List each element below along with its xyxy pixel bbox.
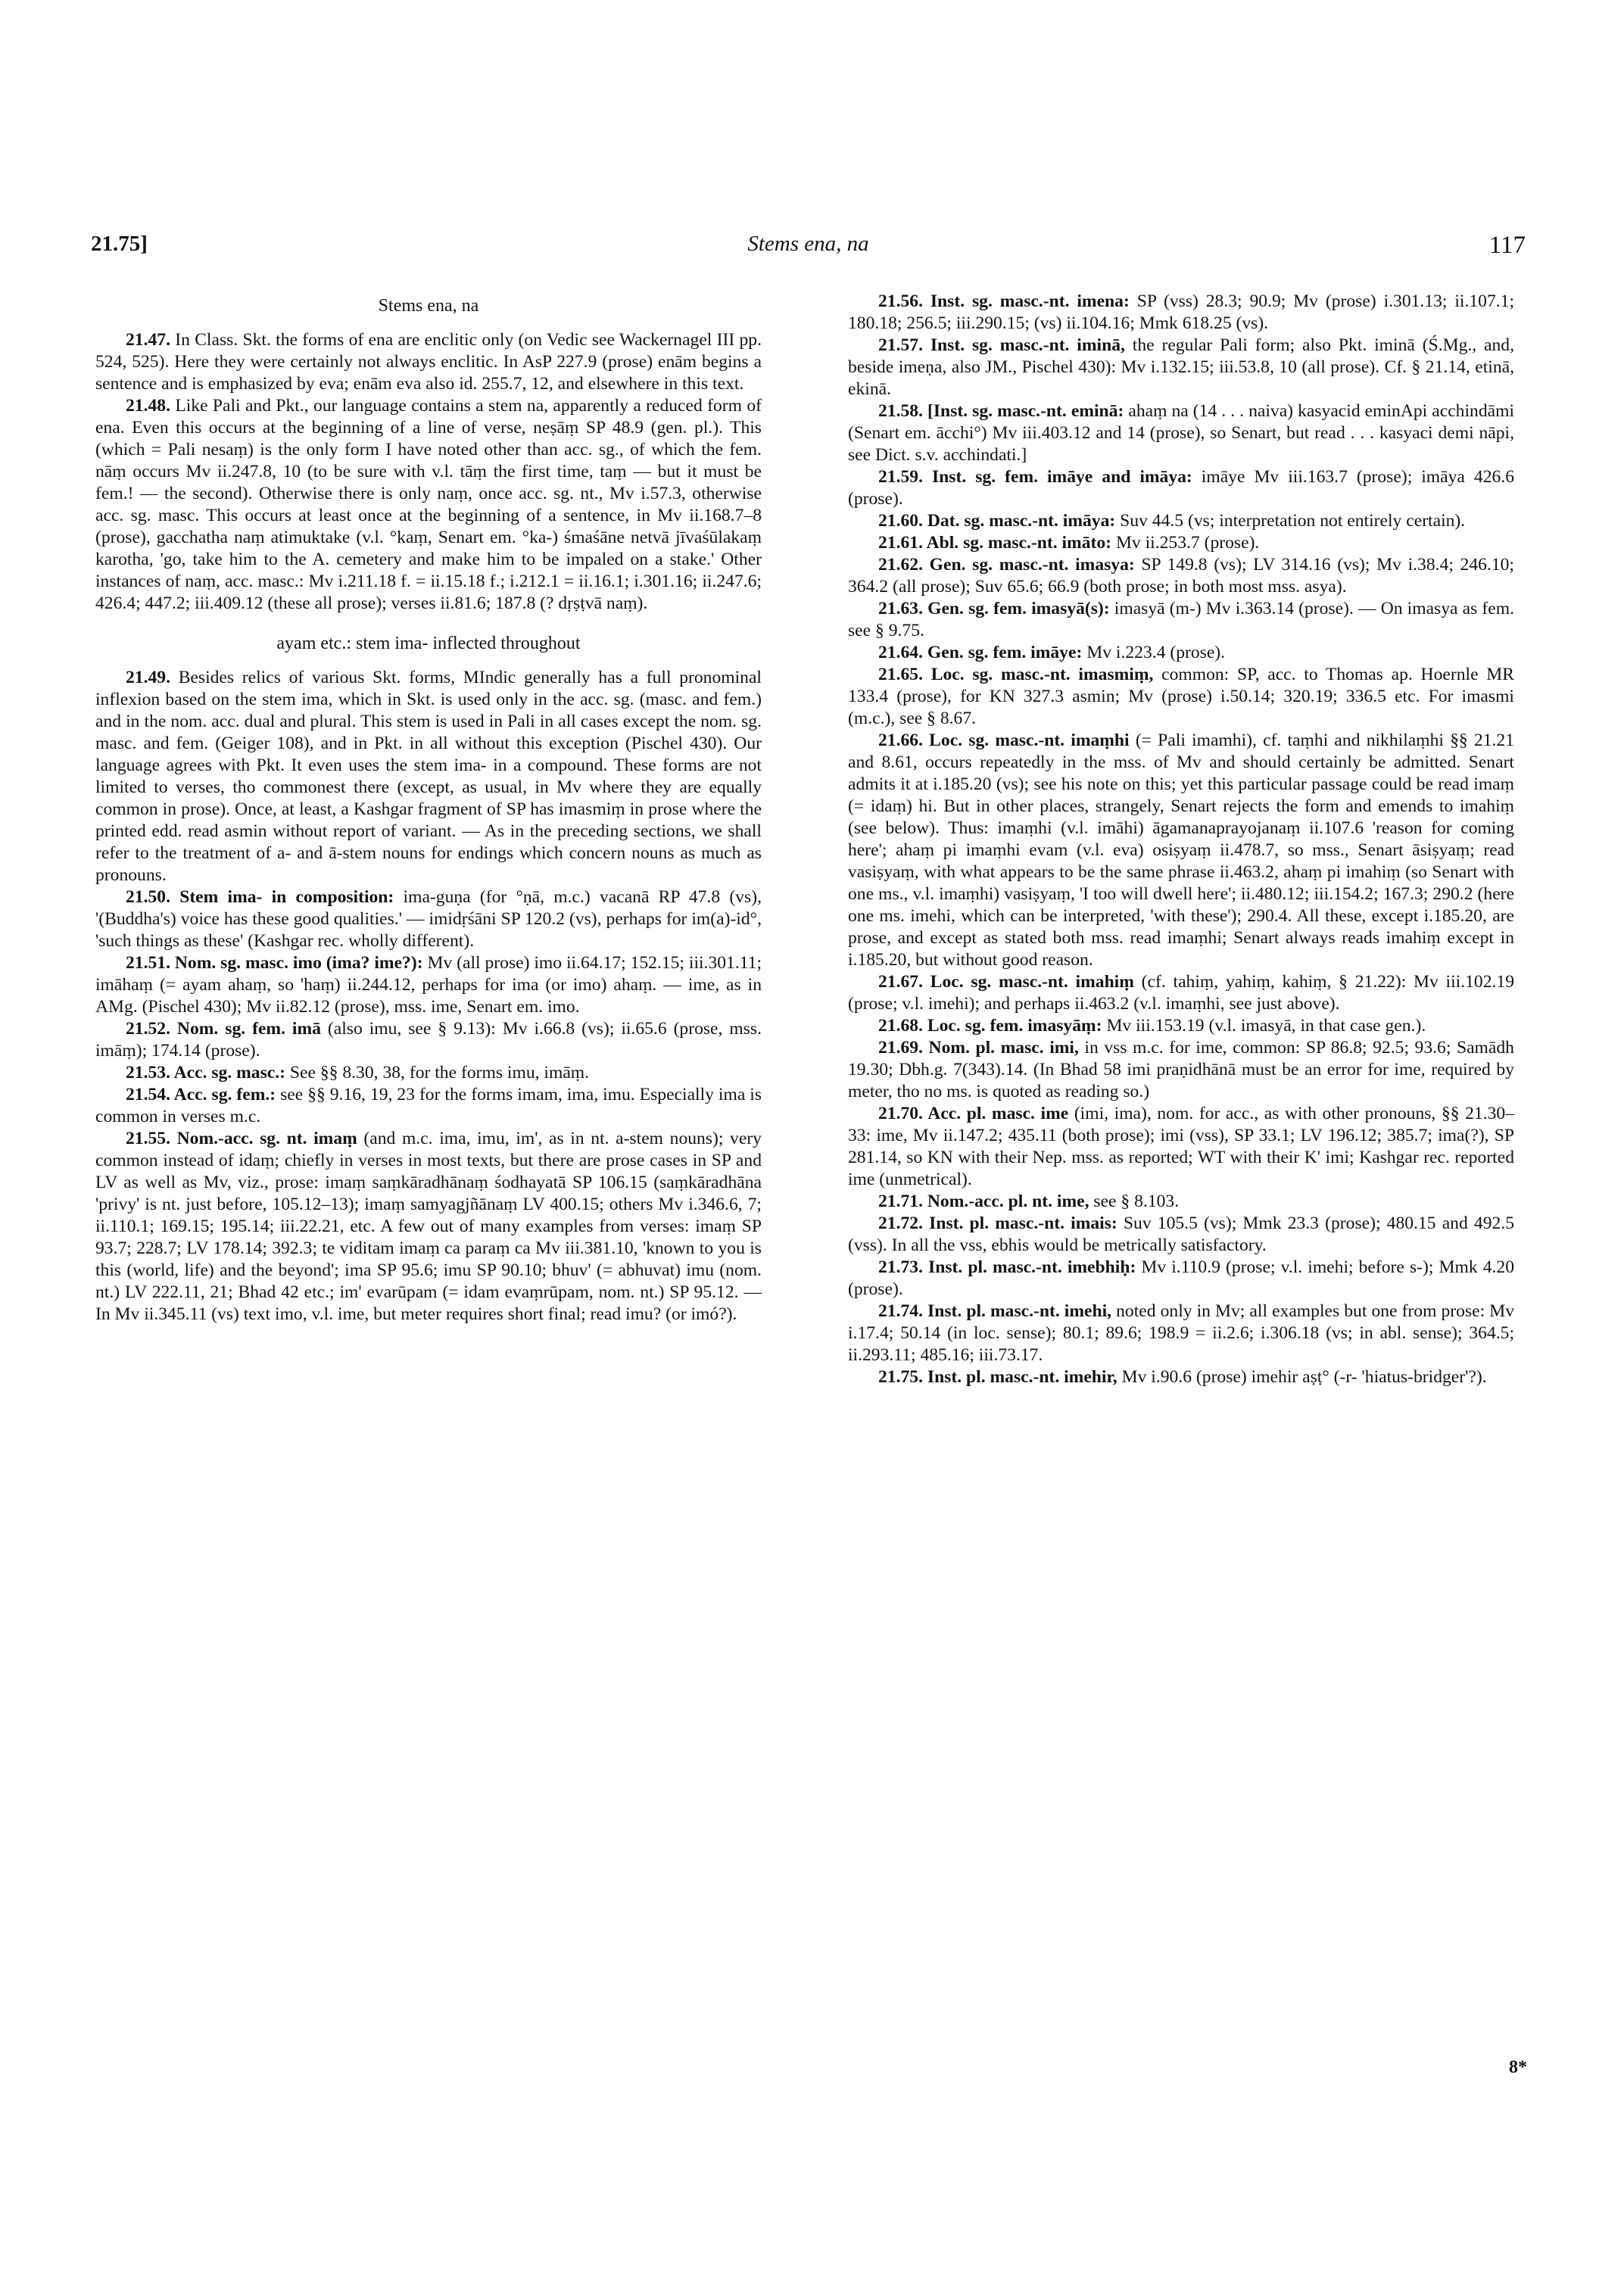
paragraph-number: 21.47. [126,330,170,350]
paragraph-number: 21.58. [Inst. sg. masc.-nt. eminā: [878,401,1124,421]
paragraph-text: Mv (all prose) imo ii.64.17; 152.15; iii.301.11; imāhaṃ (= ayam ahaṃ, so 'haṃ) ii.244.12, perhaps for ima (or imo) ahaṃ. — ime, as in AMg. (Pischel 430); Mv ii.82.12 (prose), mss. ime, Senart em. imo. [95,953,762,1017]
paragraph [95,1084,762,1128]
paragraph-number: 21.72. Inst. pl. masc.-nt. imais: [878,1213,1117,1233]
paragraph-text: Besides relics of various Skt. forms, MIndic generally has a full pronominal inflexion based on the stem ima, which in Skt. is used only in the acc. sg. (masc. and fem.) and in the nom. acc. dual and plural. This stem is used in Pali in all cases except the nom. sg. masc. and fem. (Geiger 108), and in Pkt. in all without this exception (Pischel 430). Our language agrees with Pkt. It even uses the stem ima- in a compound. These forms are not limited to verses, tho commonest there (except, as usual, in Mv where they are equally common in prose). Once, at least, a Kashgar fragment of SP has imasmiṃ in prose where the printed edd. read asmin without report of variant. — As in the preceding sections, we shall refer to the treatment of a- and ā-stem nouns for endings which concern nouns as much as pronouns. [95,668,762,885]
paragraph [95,667,762,886]
paragraph [848,1213,1514,1257]
paragraph [848,598,1514,642]
paragraph-text: Suv 44.5 (vs; interpretation not entirely certain). [1120,511,1466,531]
paragraph-number: 21.67. Loc. sg. masc.-nt. imahiṃ [878,972,1134,992]
paragraph-number: 21.54. Acc. sg. fem.: [126,1085,276,1104]
paragraph-number: 21.53. Acc. sg. masc.: [126,1063,285,1083]
page-number: 117 [1488,232,1526,259]
left-column [95,291,762,1326]
paragraph [848,1191,1514,1213]
paragraph-text: imasyā (m-) Mv i.363.14 (prose). — On imasya as fem. see § 9.75. [848,599,1514,640]
paragraph-number: 21.66. Loc. sg. masc.-nt. imaṃhi [878,731,1130,750]
paragraph [848,1037,1514,1103]
paragraph [848,466,1514,510]
paragraph-number: 21.57. Inst. sg. masc.-nt. iminā, [878,335,1125,355]
paragraph-number: 21.60. Dat. sg. masc.-nt. imāya: [878,511,1116,531]
paragraph-number: 21.51. Nom. sg. masc. imo (ima? ime?): [126,953,423,973]
paragraph-text: In Class. Skt. the forms of ena are enclitic only (on Vedic see Wackernagel III pp. 524, 525). Here they were certainly not always enclitic. In AsP 227.9 (prose) enām begins a sentence and is emphasized by eva; enām eva also id. 255.7, 12, and elsewhere in this text. [95,330,762,394]
paragraph-text: (imi, ima), nom. for acc., as with other pronouns, §§ 21.30–33: ime, Mv ii.147.2; 435.11 (both prose); imi (vss), SP 33.1; LV 196.12; 385.7; ima(?), SP 281.14, so KN with their Nep. mss. as reported; WT with their K' imi; Kashgar rec. reported ime (unmetrical). [848,1104,1514,1189]
signature-mark: 8* [1509,2058,1527,2077]
paragraph-number: 21.70. Acc. pl. masc. ime [878,1104,1069,1123]
paragraph [848,642,1514,664]
paragraph-number: 21.65. Loc. sg. masc.-nt. imasmiṃ, [878,665,1154,684]
paragraph-text: SP (vss) 28.3; 90.9; Mv (prose) i.301.13; ii.107.1; 180.18; 256.5; iii.290.15; (vs) ii.104.16; Mmk 618.25 (vs). [848,291,1514,333]
paragraph-text: common: SP, acc. to Thomas ap. Hoernle MR 133.4 (prose), for KN 327.3 asmin; Mv (prose) i.50.14; 320.19; 336.5 etc. For imasmi (m.c.), see § 8.67. [848,665,1514,728]
paragraph [95,329,762,395]
paragraph [848,400,1514,466]
paragraph-text: ahaṃ na (14 . . . naiva) kasyacid eminApi acchindāmi (Senart em. ācchi°) Mv iii.403.12 and 14 (prose), so Senart, but read . . . kasyaci demi nāpi, see Dict. s.v. acchindati.] [848,401,1514,465]
paragraph-number: 21.56. Inst. sg. masc.-nt. imena: [878,291,1130,311]
paragraph-text: ima-guṇa (for °ṇā, m.c.) vacanā RP 47.8 (vs), '(Buddha's) voice has these good qualities.' — imidṛśāni SP 120.2 (vs), perhaps for im(a)-id°, 'such things as these' (Kashgar rec. wholly different). [95,887,762,951]
paragraph-number: 21.62. Gen. sg. masc.-nt. imasya: [878,555,1135,575]
paragraph [848,1103,1514,1191]
paragraph [848,664,1514,730]
paragraph [848,1366,1514,1388]
page-title: Stems ena, na [747,232,869,256]
paragraph [848,730,1514,971]
paragraph [848,1015,1514,1037]
paragraph [848,532,1514,554]
paragraph-text: Mv iii.153.19 (v.l. imasyā, in that case gen.). [1106,1016,1426,1036]
paragraph [95,395,762,615]
paragraph-number: 21.75. Inst. pl. masc.-nt. imehir, [878,1367,1117,1387]
paragraph-number: 21.63. Gen. sg. fem. imasyā(s): [878,599,1110,618]
paragraph [95,1018,762,1062]
paragraph [848,335,1514,400]
paragraph [848,510,1514,532]
section-heading: Stems ena, na [378,296,479,316]
paragraph [848,291,1514,335]
paragraph [95,886,762,952]
paragraph [848,554,1514,598]
paragraph-number: 21.49. [126,668,170,687]
right-column [848,291,1514,1388]
paragraph-text: (and m.c. ima, imu, im', as in nt. a-stem nouns); very common instead of idaṃ; chiefly in verses in most texts, but there are prose cases in SP and LV as well as Mv, viz., prose: imaṃ saṃkāradhānaṃ śodhayatā SP 106.15 (saṃkāradhāna 'privy' is nt. just before, 105.12–13); imaṃ samyagjñānaṃ LV 400.15; others Mv i.346.6, 7; ii.110.1; 169.15; 195.14; iii.22.21, etc. A few out of many examples from verses: imaṃ SP 93.7; 228.7; LV 178.14; 392.3; te viditam imaṃ ca paraṃ ca Mv iii.381.10, 'known to you is this (world, life) and the beyond'; ima SP 95.6; imu SP 90.10; bhuv' (= abhuvat) imu (nom. nt.) LV 222.11, 21; Bhad 42 etc.; im' evarūpam (= idam evaṃrūpam, nom. nt.) SP 95.12. — In Mv ii.345.11 (vs) text imo, v.l. ime, but meter requires short final; read imu? (or imó?). [95,1129,762,1324]
paragraph [95,1128,762,1326]
paragraph-number: 21.55. Nom.-acc. sg. nt. imaṃ [126,1129,357,1148]
paragraph-text: See §§ 8.30, 38, for the forms imu, imāṃ. [289,1063,590,1083]
paragraph-number: 21.68. Loc. sg. fem. imasyāṃ: [878,1016,1102,1036]
paragraph-text: see §§ 9.16, 19, 23 for the forms imam, ima, imu. Especially ima is common in verses m.c. [95,1085,762,1126]
paragraph [95,1062,762,1084]
paragraph-text: see § 8.103. [1093,1192,1180,1211]
paragraph-text: SP 149.8 (vs); LV 314.16 (vs); Mv i.38.4; 246.10; 364.2 (all prose); Suv 65.6; 66.9 (both prose; in both most mss. asya). [848,555,1514,597]
paragraph-number: 21.59. Inst. sg. fem. imāye and imāya: [878,467,1192,487]
paragraph-text: imāye Mv iii.163.7 (prose); imāya 426.6 (prose). [848,467,1514,509]
paragraph-text: (also imu, see § 9.13): Mv i.66.8 (vs); ii.65.6 (prose, mss. imāṃ); 174.14 (prose). [95,1019,762,1061]
paragraph [848,971,1514,1015]
paragraph-number: 21.73. Inst. pl. masc.-nt. imebhiḥ: [878,1257,1136,1277]
paragraph-number: 21.74. Inst. pl. masc.-nt. imehi, [878,1301,1112,1321]
section-reference: 21.75] [91,232,148,256]
paragraph-number: 21.71. Nom.-acc. pl. nt. ime, [878,1192,1089,1211]
paragraph-number: 21.52. Nom. sg. fem. imā [126,1019,321,1039]
running-head [91,232,1526,269]
paragraph-number: 21.69. Nom. pl. masc. imi, [878,1038,1079,1058]
paragraph-number: 21.48. [126,396,170,416]
paragraph-text: (= Pali imamhi), cf. taṃhi and nikhilaṃhi §§ 21.21 and 8.61, occurs repeatedly in the mss. of Mv and should certainly be admitted. Senart admits it at i.185.20 (vs); see his note on this; yet this particular passage could be read imaṃ (= idaṃ) hi. But in other places, strangely, Senart rejects the form and emends to imahiṃ (see below). Thus: imaṃhi (v.l. imāhi) āgamanaprayojanaṃ ii.107.6 'reason for coming here'; ahaṃ pi imaṃhi evam (v.l. eva) osiṣyaṃ ii.478.7, so mss., Senart āsiṣyaṃ; read vasiṣyaṃ, with what appears to be the same phrase ii.463.2, ahaṃ pi imahiṃ (so Senart with one ms., v.l. imaṃhi) vasiṣyaṃ, 'I too will dwell here'; ii.480.12; iii.154.2; 167.3; 290.2 (here one ms. imehi, which can be interpreted, 'with these'); 290.4. All these, except i.185.20, are prose, and except as stated both mss. read imaṃhi; Senart always reads imahiṃ except in i.185.20, but without good reason. [848,731,1514,970]
paragraph [848,1301,1514,1366]
paragraph-number: 21.50. Stem ima- in composition: [126,887,394,907]
paragraph-text: Mv i.223.4 (prose). [1086,643,1226,662]
section-heading: ayam etc.: stem ima- inflected throughout [276,634,581,653]
paragraph-text: Suv 105.5 (vs); Mmk 23.3 (prose); 480.15 and 492.5 (vss). In all the vss, ebhis would be metrically satisfactory. [848,1213,1514,1255]
paragraph-text: the regular Pali form; also Pkt. iminā (Ś.Mg., and, beside imeṇa, also JM., Pischel 430): Mv i.132.15; iii.53.8, 10 (all prose). Cf. § 21.14, etinā, ekinā. [848,335,1515,399]
paragraph-text: noted only in Mv; all examples but one from prose: Mv i.17.4; 50.14 (in loc. sense); 80.1; 89.6; 198.9 = ii.2.6; i.306.18 (vs; in abl. sense); 364.5; ii.293.11; 485.16; iii.73.17. [848,1301,1514,1365]
paragraph-text: Like Pali and Pkt., our language contains a stem na, apparently a reduced form of ena. Even this occurs at the beginning of a line of verse, neṣāṃ SP 48.9 (gen. pl.). This (which = Pali nesaṃ) is the only form I have noted other than acc. sg., of which the fem. nāṃ occurs Mv ii.247.8, 10 (to be sure with v.l. tāṃ the first time, taṃ — but it must be fem.! — the second). Otherwise there is only naṃ, once acc. sg. nt., Mv i.57.3, otherwise acc. sg. masc. This occurs at least once at the beginning of a sentence, in Mv ii.168.7–8 (prose), gacchatha naṃ atimuktake (v.l. °kaṃ, Senart em. °ka-) śmaśāne netvā jīvaśūlakaṃ karotha, 'go, take him to the A. cemetery and make him to be impaled on a stake.' Other instances of naṃ, acc. masc.: Mv i.211.18 f. = ii.15.18 f.; i.212.1 = ii.16.1; i.301.16; ii.247.6; 426.4; 447.2; iii.409.12 (these all prose); verses ii.81.6; 187.8 (? dṛṣṭvā naṃ). [95,396,762,613]
paragraph-text: Mv i.110.9 (prose; v.l. imehi; before s-); Mmk 4.20 (prose). [848,1257,1514,1299]
paragraph-text: (cf. tahiṃ, yahiṃ, kahiṃ, § 21.22): Mv iii.102.19 (prose; v.l. imehi); and perhaps ii.463.2 (v.l. imaṃhi, see just above). [848,972,1514,1014]
paragraph [95,952,762,1018]
paragraph-number: 21.64. Gen. sg. fem. imāye: [878,643,1083,662]
paragraph [848,1257,1514,1301]
paragraph-text: Mv i.90.6 (prose) imehir aṣṭ° (-r- 'hiatus-bridger'?). [1121,1367,1487,1387]
paragraph-text: Mv ii.253.7 (prose). [1115,533,1260,553]
paragraph-text: in vss m.c. for ime, common: SP 86.8; 92.5; 93.6; Samādh 19.30; Dbh.g. 7(343).14. (In Bhad 58 imi praṇidhānā must be an error for ime, required by meter, tho no ms. is quoted as reading so.) [848,1038,1514,1101]
paragraph-number: 21.61. Abl. sg. masc.-nt. imāto: [878,533,1112,553]
